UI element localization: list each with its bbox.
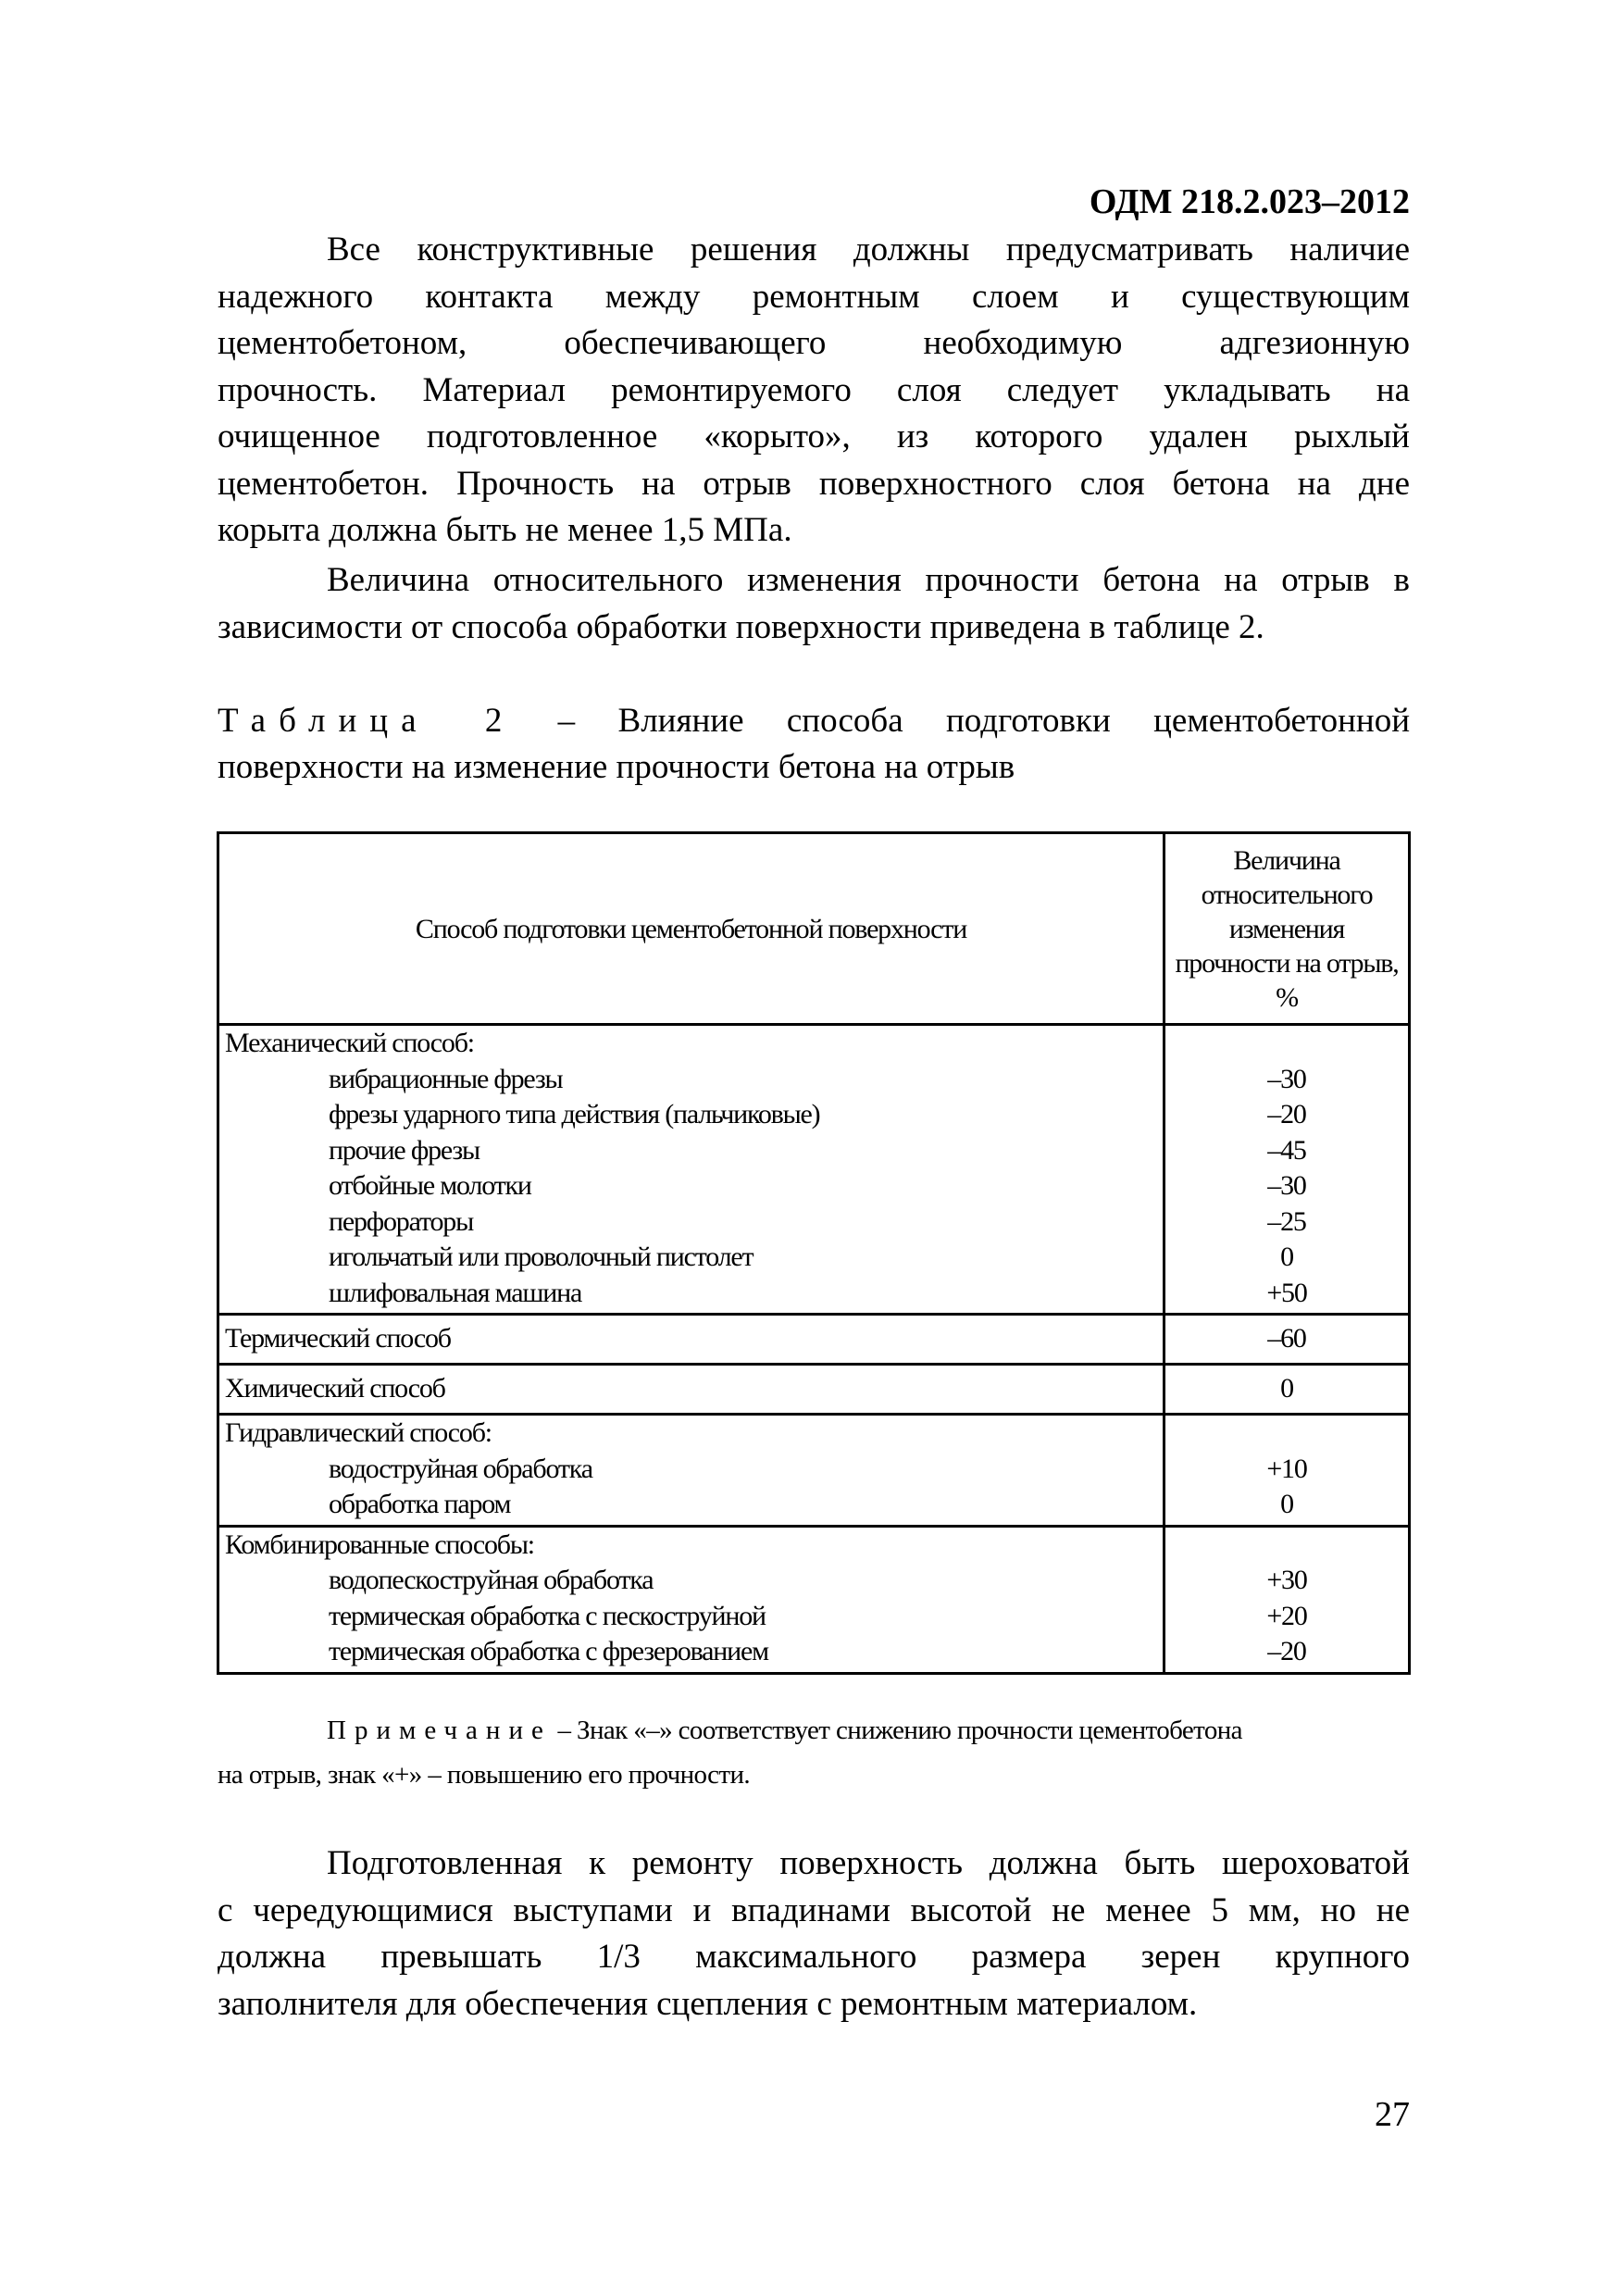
method-item-label: шлифовальная машина bbox=[329, 1277, 582, 1308]
note-text: на отрыв, знак «+» – повышению его прочности. bbox=[218, 1760, 751, 1790]
text-line: прочность. Материал ремонтируемого слоя следует укладывать на bbox=[218, 370, 1410, 409]
method-item-value: –45 bbox=[1267, 1134, 1306, 1166]
text-line: заполнителя для обеспечения сцепления с ремонтным материалом. bbox=[218, 1984, 1198, 2023]
text-line: зависимости от способа обработки поверхности приведена в таблице 2. bbox=[218, 607, 1264, 646]
method-group-label: Химический способ bbox=[225, 1373, 445, 1404]
text-line: Все конструктивные решения должны предусматривать наличие bbox=[327, 231, 1410, 268]
text-line: корыта должна быть не менее 1,5 МПа. bbox=[218, 511, 792, 549]
text-line: цементобетоном, обеспечивающего необходимую адгезионную bbox=[218, 324, 1410, 362]
method-item-value: +10 bbox=[1266, 1453, 1307, 1484]
method-item-value: –20 bbox=[1267, 1636, 1306, 1666]
method-group-label: Термический способ bbox=[225, 1323, 451, 1354]
method-item-label: термическая обработка с фрезерованием bbox=[329, 1636, 768, 1666]
method-cell bbox=[218, 1526, 1164, 1673]
method-item-label: прочие фрезы bbox=[329, 1134, 479, 1166]
paragraph-2 bbox=[218, 557, 1410, 651]
paragraph-1 bbox=[218, 227, 1410, 555]
paragraph-3 bbox=[218, 1841, 1410, 2028]
method-item-label: отбойные молотки bbox=[329, 1170, 531, 1201]
caption-text: – Влияние способа подготовки цементобетонной bbox=[515, 702, 1410, 740]
value-cell bbox=[1164, 1315, 1410, 1365]
table-note bbox=[218, 1708, 1410, 1797]
value-cell bbox=[1164, 1365, 1410, 1415]
column-header-value: Величина относительного изменения прочности на отрыв, % bbox=[1164, 833, 1410, 1025]
method-group-label: Механический способ: bbox=[225, 1028, 474, 1058]
column-header-method: Способ подготовки цементобетонной поверхности bbox=[218, 833, 1164, 1025]
table-group-row bbox=[218, 1315, 1410, 1365]
method-cell bbox=[218, 1365, 1164, 1415]
table-group-row bbox=[218, 1526, 1410, 1673]
method-group-label: Гидравлический способ: bbox=[225, 1417, 492, 1448]
method-item-value: +30 bbox=[1266, 1565, 1307, 1595]
note-text: – Знак «–» соответствует снижению прочности цементобетона bbox=[551, 1716, 1242, 1745]
method-item-value: –30 bbox=[1267, 1063, 1306, 1094]
text-line: должна превышать 1/3 максимального размера зерен крупного bbox=[218, 1938, 1410, 1976]
text-line: надежного контакта между ремонтным слоем и существующим bbox=[218, 277, 1410, 316]
note-prefix: Примечание bbox=[327, 1716, 552, 1745]
group-value: –60 bbox=[1267, 1323, 1306, 1354]
method-item-label: фрезы ударного типа действия (пальчиковые) bbox=[329, 1099, 820, 1129]
group-value bbox=[1171, 1528, 1402, 1564]
method-cell bbox=[218, 1315, 1164, 1365]
page-number: 27 bbox=[1375, 2095, 1410, 2134]
group-value bbox=[1171, 1026, 1402, 1062]
method-item-value: +50 bbox=[1266, 1277, 1307, 1308]
data-table bbox=[217, 831, 1411, 1675]
text-line: Подготовленная к ремонту поверхность должна быть шероховатой bbox=[327, 1844, 1410, 1882]
value-cell bbox=[1164, 1526, 1410, 1673]
method-cell bbox=[218, 1025, 1164, 1315]
table-caption bbox=[218, 698, 1410, 791]
method-item-label: термическая обработка с пескоструйной bbox=[329, 1600, 766, 1631]
text-line: цементобетон. Прочность на отрыв поверхностного слоя бетона на дне bbox=[218, 464, 1410, 503]
caption-text: поверхности на изменение прочности бетона на отрыв bbox=[218, 748, 1015, 786]
method-item-value: –30 bbox=[1267, 1170, 1306, 1201]
method-item-value: –20 bbox=[1267, 1099, 1306, 1129]
caption-prefix: Таблица 2 bbox=[218, 702, 516, 740]
method-item-value: +20 bbox=[1266, 1600, 1307, 1631]
document-code: ОДМ 218.2.023–2012 bbox=[1089, 182, 1410, 221]
text-line: Величина относительного изменения прочности бетона на отрыв в bbox=[327, 561, 1410, 599]
method-item-label: водопескоструйная обработка bbox=[329, 1565, 654, 1595]
table-group-row bbox=[218, 1365, 1410, 1415]
method-item-value: –25 bbox=[1267, 1205, 1306, 1237]
method-cell bbox=[218, 1415, 1164, 1527]
method-item-value: 0 bbox=[1280, 1489, 1293, 1519]
table-group-row bbox=[218, 1025, 1410, 1315]
value-cell bbox=[1164, 1415, 1410, 1527]
value-cell bbox=[1164, 1025, 1410, 1315]
table-header-row bbox=[218, 833, 1410, 1025]
table-group-row bbox=[218, 1415, 1410, 1527]
text-line: очищенное подготовленное «корыто», из которого удален рыхлый bbox=[218, 418, 1410, 455]
text-line: с чередующимися выступами и впадинами высотой не менее 5 мм, но не bbox=[218, 1890, 1410, 1929]
method-item-label: вибрационные фрезы bbox=[329, 1063, 563, 1094]
method-item-value: 0 bbox=[1280, 1242, 1293, 1272]
method-item-label: водоструйная обработка bbox=[329, 1453, 592, 1484]
method-item-label: перфораторы bbox=[329, 1205, 474, 1237]
method-item-label: игольчатый или проволочный пистолет bbox=[329, 1242, 753, 1272]
method-group-label: Комбинированные способы: bbox=[225, 1529, 534, 1560]
group-value: 0 bbox=[1280, 1373, 1293, 1404]
group-value bbox=[1171, 1416, 1402, 1452]
method-item-label: обработка паром bbox=[329, 1489, 511, 1519]
